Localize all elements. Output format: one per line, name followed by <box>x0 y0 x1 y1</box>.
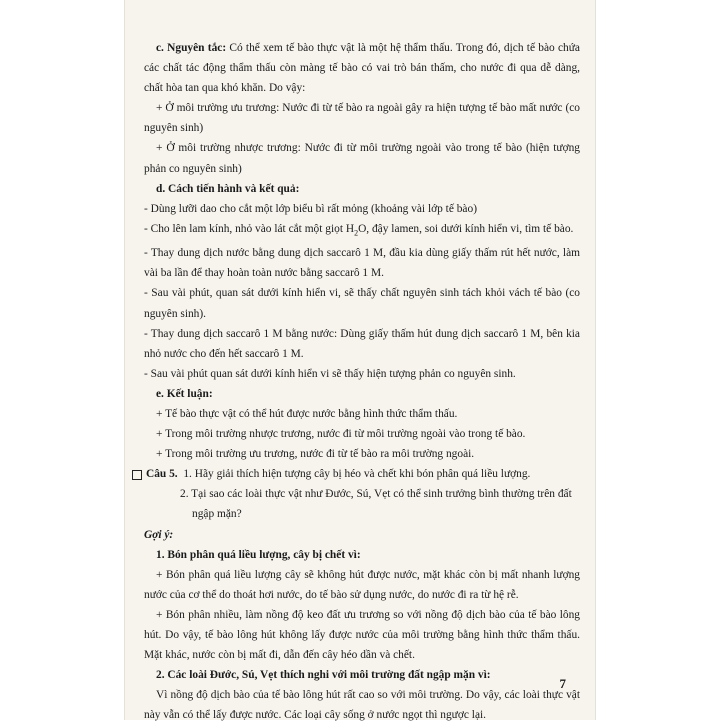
section-d-step-4: - Sau vài phút, quan sát dưới kính hiển vi, sẽ thấy chất nguyên sinh tách khỏi vách tế bào (co nguyên sinh). <box>144 287 580 320</box>
hint-2-heading: 2. Các loài Đước, Sú, Vẹt thích nghi với môi trường đất ngập mặn vì: <box>156 669 491 682</box>
step-2-text-a: - Cho lên lam kính, nhỏ vào lát cắt một giọt H <box>144 222 355 235</box>
question-1: 1. Hãy giải thích hiện tượng cây bị héo và chết khi bón phân quá liều lượng. <box>183 468 531 481</box>
section-d-step-6: - Sau vài phút quan sát dưới kính hiển vi sẽ thấy hiện tượng phản co nguyên sinh. <box>144 367 516 380</box>
hint-1-paragraph-1: + Bón phân quá liều lượng cây sẽ không hút được nước, mặt khác còn bị mất nhanh lượng nước của cơ thể do thoát hơi nước, do tế bào sử dụng nước, do nước đi ra từ hệ rễ. <box>144 568 580 601</box>
section-e-conclusion-1: + Tế bào thực vật có thể hút được nước bằng hình thức thẩm thấu. <box>156 407 458 420</box>
checkbox-square-icon <box>132 470 142 480</box>
section-c-paragraph <box>144 38 580 98</box>
section-e-heading: e. Kết luận: <box>156 387 213 400</box>
section-d-step-3: - Thay dung dịch nước bằng dung dịch saccarô 1 M, đầu kia dùng giấy thấm rút hết nước, làm vài ba lần để thay hoàn toàn nước bằng saccarô 1 M. <box>144 247 580 280</box>
hint-1-paragraph-2: + Bón phân nhiều, làm nồng độ keo đất ưu trương so với nồng độ dịch bào của tế bào lông hút. Do vậy, tế bào lông hút không lấy được nước của môi trường bằng hình thức thẩm thấu. Mặt khác, nước còn bị mất đi, dẫn đến cây héo dần và chết. <box>144 608 580 662</box>
section-e-conclusion-3: + Trong môi trường ưu trương, nước đi từ tế bào ra môi trường ngoài. <box>156 448 475 461</box>
section-d-step-2 <box>144 219 580 243</box>
book-page <box>124 0 596 720</box>
section-d-heading: d. Cách tiến hành và kết quả: <box>156 182 300 195</box>
step-2-subscript: 2 <box>354 228 359 238</box>
section-d-step-5: - Thay dung dịch saccarô 1 M bằng nước: Dùng giấy thấm hút dung dịch saccarô 1 M, bên kia nhỏ nước cho đến hết saccarô 1 M. <box>144 327 580 360</box>
question-line-1 <box>144 464 580 484</box>
question-2: 2. Tại sao các loài thực vật như Đước, Sú, Vẹt có thể sinh trưởng bình thường trên đất ngập mặn? <box>180 488 572 521</box>
hint-1-heading: 1. Bón phân quá liều lượng, cây bị chết vì: <box>156 548 361 561</box>
page-content <box>144 38 580 725</box>
section-c-bullet-1: + Ở môi trường ưu trương: Nước đi từ tế bào ra ngoài gây ra hiện tượng tế bào mất nước (co nguyên sinh) <box>144 102 580 135</box>
section-c-heading: c. Nguyên tắc: <box>156 42 227 54</box>
page-number: 7 <box>559 676 566 691</box>
hint-2-paragraph-1: Vì nồng độ dịch bào của tế bào lông hút rất cao so với môi trường. Do vậy, các loài thực vật này vẫn có thể lấy được nước. Các loại cây sống ở nước ngọt thì ngược lại. <box>144 689 580 722</box>
section-d-step-1: - Dùng lưỡi dao cho cắt một lớp biểu bì rất mỏng (khoảng vài lớp tế bào) <box>144 202 477 215</box>
section-c-text: Có thể xem tế bào thực vật là một hệ thẩm thấu. Trong đó, dịch tế bào chứa các chất tác động thẩm thấu còn màng tế bào có vai trò bán thấm, cho nước đi qua dễ dàng, chất hòa tan qua khó khăn. Do vậy: <box>144 42 580 95</box>
section-c-bullet-2: + Ở môi trường nhược trương: Nước đi từ môi trường ngoài vào trong tế bào (hiện tượng phản co nguyên sinh) <box>144 142 580 175</box>
step-2-text-b: O, đậy lamen, soi dưới kính hiển vi, tìm tế bào. <box>358 222 574 235</box>
question-label: Câu 5. <box>146 468 178 481</box>
hint-label: Gợi ý: <box>144 528 174 541</box>
section-e-conclusion-2: + Trong môi trường nhược trương, nước đi từ môi trường ngoài vào trong tế bào. <box>156 428 526 441</box>
